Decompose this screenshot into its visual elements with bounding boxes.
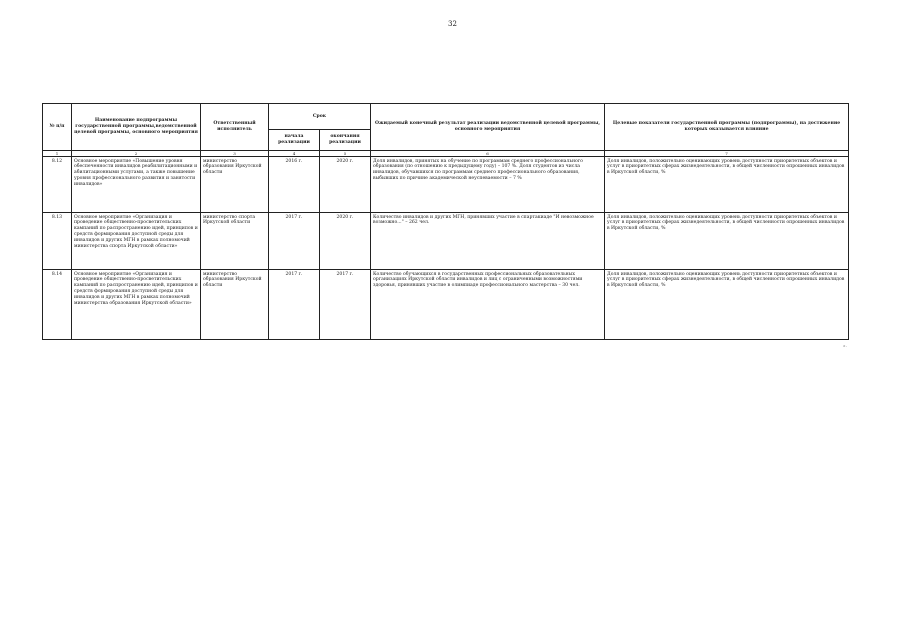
column-number: 7 [605,151,849,157]
row-start-date: 2016 г. [269,157,320,213]
table-row [43,157,849,213]
row-activity-name: Основное мероприятие «Организация и проведение общественно-просветительских кампаний по распространению идей, принципов и средств формирования доступной среды для инвалидов и других МГН в рамках полномочий министерства спорта Иркутской области» [72,213,201,270]
row-target-indicators: Доля инвалидов, положительно оценивающих уровень доступности приоритетных объектов и услуг в приоритетных сферах жизнедеятельности, в общей численности опрошенных инвалидов в Иркутской области, % [605,213,849,270]
row-executor: министерство спорта Иркутской области [201,213,269,270]
header-term-start: начала реализации [269,130,320,151]
table-row [43,270,849,340]
row-target-indicators: Доля инвалидов, положительно оценивающих уровень доступности приоритетных объектов и услуг в приоритетных сферах жизнедеятельности, в общей численности опрошенных инвалидов в Иркутской области, % [605,157,849,213]
closing-quote-mark: ». [843,343,847,348]
column-number: 2 [72,151,201,157]
header-executor: Ответственный исполнитель [201,104,269,151]
header-target-indicators: Целевые показатели государственной программы (подпрограммы), на достижение которых оказывается влияние [605,104,849,151]
column-number: 3 [201,151,269,157]
row-executor: министерство образования Иркутской области [201,270,269,340]
header-row [43,104,849,130]
row-expected-result: Доля инвалидов, принятых на обучение по программам среднего профессионального образования (по отношению к предыдущему году) – 107 %. Доля студентов из числа инвалидов, обучавшихся по программам среднего профессионального образования, выбывших по причине академической неуспеваемости – 7 % [371,157,605,213]
header-term: Срок [269,104,371,130]
row-start-date: 2017 г. [269,213,320,270]
row-end-date: 2017 г. [320,270,371,340]
row-activity-name: Основное мероприятие «Повышение уровня обеспеченности инвалидов реабилитационными и абилитационными услугами, а также повышение уровня профессионального развития и занятости инвалидов» [72,157,201,213]
row-start-date: 2017 г. [269,270,320,340]
row-number: 8.12 [43,157,72,213]
row-executor: министерство образования Иркутской области [201,157,269,213]
column-number: 6 [371,151,605,157]
column-number: 4 [269,151,320,157]
header-num: № п/п [43,104,72,151]
program-table [42,103,849,340]
header-name: Наименование подпрограммы государственной программы,ведомственной целевой программы, основного мероприятия [72,104,201,151]
table-row [43,213,849,270]
row-number: 8.14 [43,270,72,340]
row-number: 8.13 [43,213,72,270]
row-target-indicators: Доля инвалидов, положительно оценивающих уровень доступности приоритетных объектов и услуг в приоритетных сферах жизнедеятельности, в общей численности опрошенных инвалидов в Иркутской области, % [605,270,849,340]
row-expected-result: Количество обучающихся в государственных профессиональных образовательных организациях Иркутской области инвалидов и лиц с ограниченными возможностями здоровья, принявших участие в олимпиаде профессионального мастерства – 30 чел. [371,270,605,340]
header-term-end: окончания реализации [320,130,371,151]
page-number: 32 [448,20,457,28]
header-expected-result: Ожидаемый конечный результат реализации ведомственной целевой программы, основного мероприятия [371,104,605,151]
row-expected-result: Количество инвалидов и других МГН, принявших участие в спартакиаде "И невозможное возможно..." – 262 чел. [371,213,605,270]
column-number: 1 [43,151,72,157]
row-end-date: 2020 г. [320,213,371,270]
row-end-date: 2020 г. [320,157,371,213]
column-number: 5 [320,151,371,157]
row-activity-name: Основное мероприятие «Организация и проведение общественно-просветительских кампаний по распространению идей, принципов и средств формирования доступной среды для инвалидов и других МГН в рамках полномочий министерства образования Иркутской области» [72,270,201,340]
